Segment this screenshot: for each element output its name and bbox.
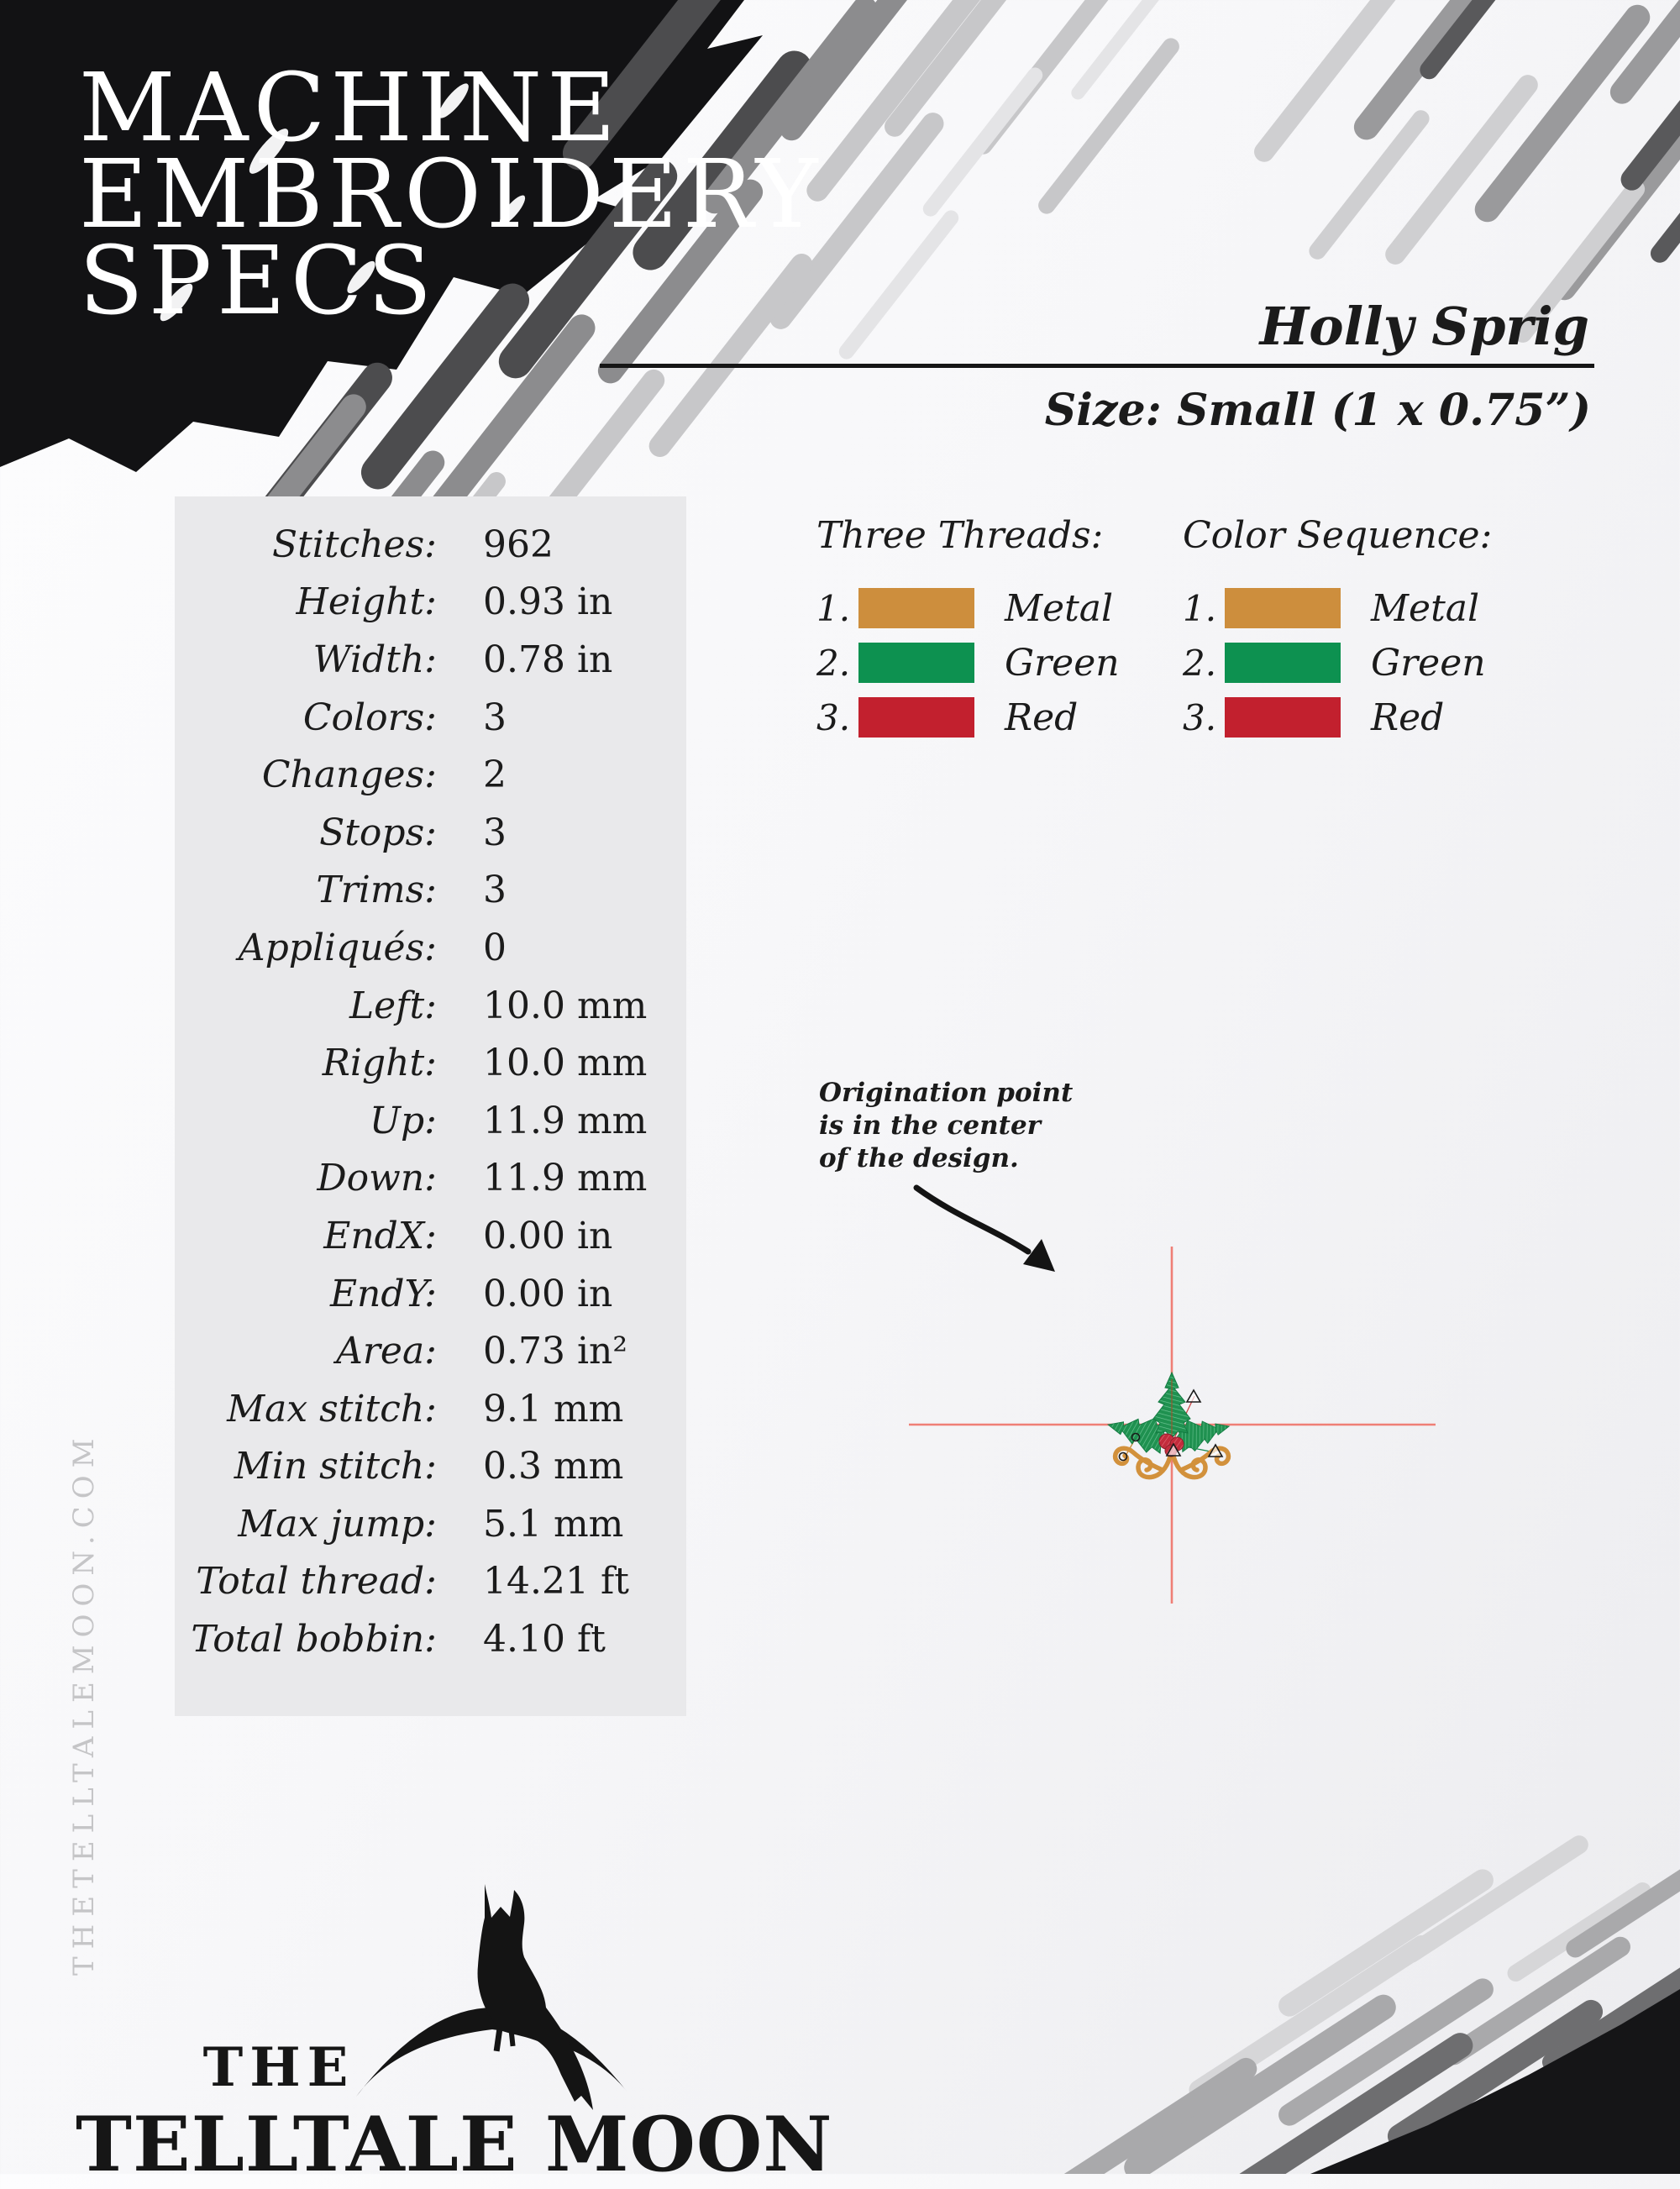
crow-on-crescent-icon bbox=[356, 1884, 628, 2110]
spec-label: Max jump: bbox=[238, 1502, 437, 1546]
spec-row bbox=[175, 862, 686, 920]
spec-value: 0.00 in bbox=[483, 1272, 613, 1315]
spec-value: 0.3 mm bbox=[483, 1445, 624, 1488]
spec-row bbox=[175, 689, 686, 747]
spec-label: Right: bbox=[322, 1042, 437, 1085]
thread-number: 2. bbox=[816, 642, 851, 684]
sequence-label: Metal bbox=[1371, 586, 1480, 630]
sequence-color-swatch bbox=[1225, 588, 1341, 628]
spec-label: Max stitch: bbox=[227, 1387, 437, 1430]
spec-row bbox=[175, 574, 686, 632]
spec-value: 0 bbox=[483, 926, 507, 969]
spec-value: 9.1 mm bbox=[483, 1387, 624, 1430]
specs-panel bbox=[175, 496, 686, 1716]
logo-text-the: THE bbox=[202, 2036, 355, 2099]
spec-row bbox=[175, 1265, 686, 1323]
color-sequence-list bbox=[1183, 514, 1492, 752]
sequence-item bbox=[1183, 588, 1492, 628]
spec-row bbox=[175, 804, 686, 862]
spec-row bbox=[175, 1207, 686, 1265]
sequence-item bbox=[1183, 697, 1492, 738]
spec-value: 10.0 mm bbox=[483, 984, 648, 1027]
thread-label: Green bbox=[1005, 641, 1120, 685]
spec-value: 3 bbox=[483, 696, 507, 739]
design-size: Size: Small (1 x 0.75”) bbox=[1044, 385, 1591, 436]
origination-note-line: Origination point bbox=[819, 1078, 1074, 1108]
spec-row bbox=[175, 1610, 686, 1668]
corner-brush-texture bbox=[1024, 1832, 1680, 2174]
thread-label: Red bbox=[1005, 696, 1079, 739]
page-title-line-1: MACHINE bbox=[79, 54, 621, 163]
spec-label: Min stitch: bbox=[234, 1445, 437, 1488]
spec-row bbox=[175, 1553, 686, 1611]
spec-value: 5.1 mm bbox=[483, 1502, 624, 1546]
spec-label: Area: bbox=[336, 1330, 437, 1373]
spec-label: Width: bbox=[312, 638, 437, 681]
spec-row bbox=[175, 1322, 686, 1380]
spec-value: 4.10 ft bbox=[483, 1618, 606, 1661]
origination-arrow-icon bbox=[916, 1188, 1055, 1272]
thread-item bbox=[816, 588, 1120, 628]
spec-label: Down: bbox=[317, 1157, 437, 1200]
spec-value: 14.21 ft bbox=[483, 1560, 629, 1604]
sequence-number: 2. bbox=[1183, 642, 1217, 684]
spec-label: EndY: bbox=[329, 1272, 437, 1315]
spec-value: 962 bbox=[483, 522, 554, 566]
spec-value: 3 bbox=[483, 811, 507, 854]
spec-row bbox=[175, 631, 686, 689]
spec-row bbox=[175, 746, 686, 804]
sequence-number: 3. bbox=[1183, 696, 1217, 738]
spec-row bbox=[175, 1438, 686, 1496]
spec-row bbox=[175, 1495, 686, 1553]
header-divider-line bbox=[600, 364, 1594, 368]
spec-row bbox=[175, 1092, 686, 1150]
thread-item bbox=[816, 643, 1120, 683]
spec-label: Height: bbox=[296, 580, 437, 624]
spec-value: 0.73 in² bbox=[483, 1330, 628, 1373]
origination-note-line: is in the center bbox=[819, 1110, 1042, 1141]
spec-row bbox=[175, 1150, 686, 1208]
spec-row bbox=[175, 1380, 686, 1438]
spec-value: 10.0 mm bbox=[483, 1042, 648, 1085]
spec-label: Colors: bbox=[302, 696, 437, 739]
page-title-line-2: EMBROIDERY bbox=[79, 140, 823, 249]
top-right-brush-texture bbox=[1250, 0, 1680, 346]
spec-label: Left: bbox=[349, 984, 437, 1027]
spec-label: Total bobbin: bbox=[191, 1618, 437, 1661]
crow bbox=[478, 1884, 593, 2110]
spec-label: Total thread: bbox=[196, 1560, 437, 1604]
page-title bbox=[79, 54, 823, 336]
color-sequence-heading: Color Sequence: bbox=[1183, 514, 1493, 557]
origination-note bbox=[819, 1077, 1073, 1175]
crescent-moon bbox=[356, 2008, 628, 2097]
sequence-color-swatch bbox=[1225, 697, 1341, 738]
spec-label: Changes: bbox=[261, 753, 437, 797]
sequence-item bbox=[1183, 643, 1492, 683]
spec-value: 0.00 in bbox=[483, 1214, 613, 1257]
thread-number: 3. bbox=[816, 696, 851, 738]
spec-label: Stitches: bbox=[271, 522, 437, 566]
spec-label: Trims: bbox=[316, 869, 437, 912]
spec-label: Up: bbox=[369, 1099, 437, 1142]
design-name: Holly Sprig bbox=[1259, 296, 1589, 357]
thread-color-swatch bbox=[858, 643, 974, 683]
sequence-label: Red bbox=[1371, 696, 1445, 739]
spec-value: 3 bbox=[483, 869, 507, 912]
spec-row bbox=[175, 977, 686, 1035]
spec-value: 0.93 in bbox=[483, 580, 613, 624]
thread-number: 1. bbox=[816, 587, 851, 629]
spec-row bbox=[175, 516, 686, 574]
logo-text-telltale-moon: TELLTALE MOON bbox=[76, 2100, 833, 2189]
thread-label: Metal bbox=[1005, 586, 1114, 630]
page-title-line-3: SPECS bbox=[79, 227, 438, 336]
three-threads-heading: Three Threads: bbox=[816, 514, 1104, 557]
thread-color-swatch bbox=[858, 588, 974, 628]
spec-value: 11.9 mm bbox=[483, 1099, 648, 1142]
thread-color-swatch bbox=[858, 697, 974, 738]
spec-label: EndX: bbox=[323, 1214, 437, 1257]
spec-value: 0.78 in bbox=[483, 638, 613, 681]
thread-item bbox=[816, 697, 1120, 738]
origination-note-line: of the design. bbox=[819, 1143, 1019, 1173]
spec-value: 11.9 mm bbox=[483, 1157, 648, 1200]
spec-row bbox=[175, 1034, 686, 1092]
three-threads-list bbox=[816, 514, 1120, 752]
sequence-color-swatch bbox=[1225, 643, 1341, 683]
sequence-number: 1. bbox=[1183, 587, 1217, 629]
spec-row bbox=[175, 919, 686, 977]
website-vertical-text: THETELLTALEMOON.COM bbox=[67, 1430, 101, 1976]
spec-label: Appliqués: bbox=[238, 926, 437, 969]
sequence-label: Green bbox=[1371, 641, 1486, 685]
spec-value: 2 bbox=[483, 753, 507, 797]
spec-label: Stops: bbox=[319, 811, 437, 854]
